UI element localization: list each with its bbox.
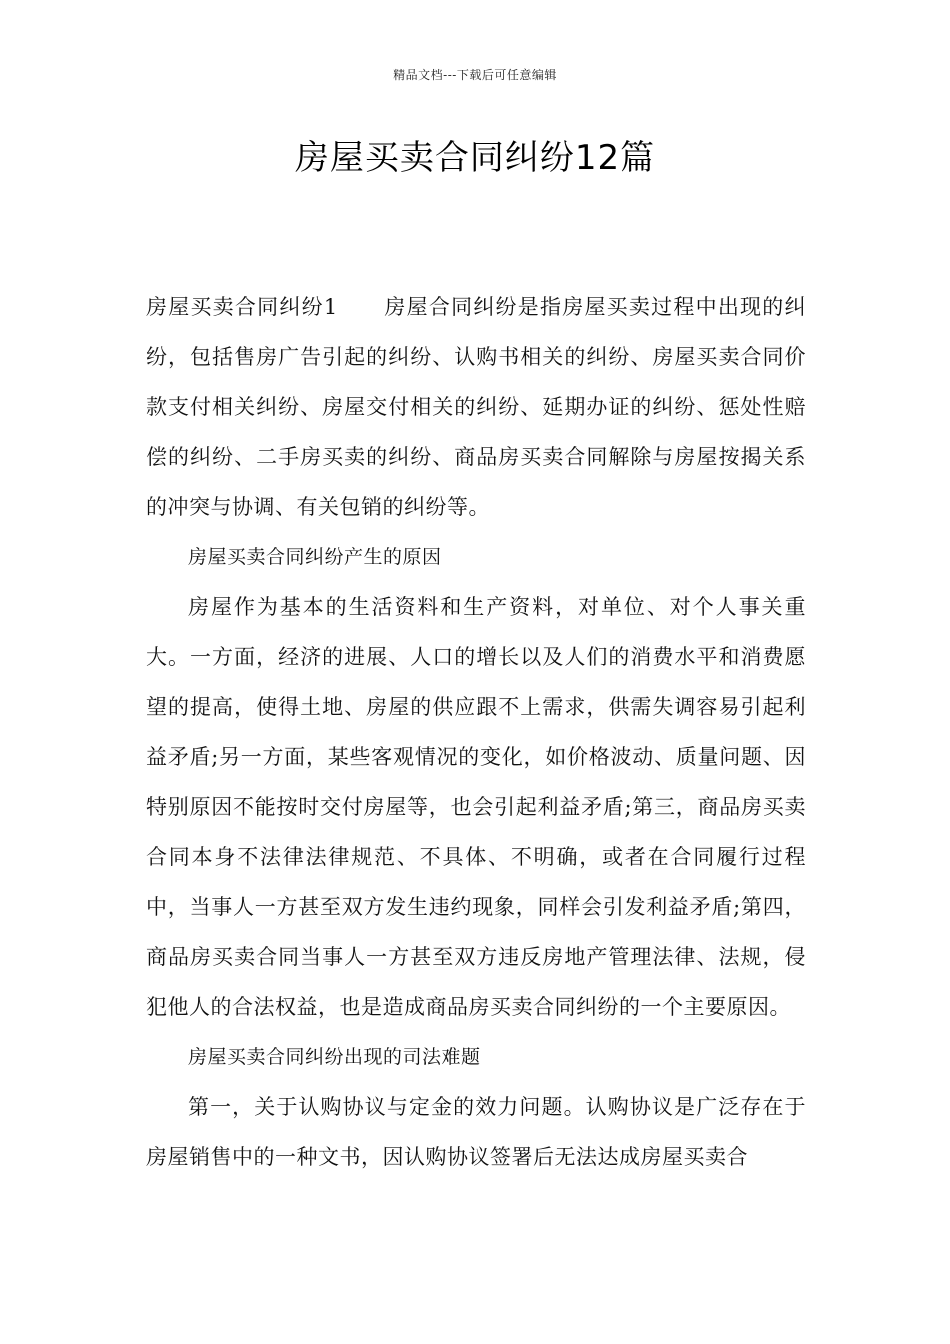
paragraph-2: 房屋作为基本的生活资料和生产资料，对单位、对个人事关重大。一方面，经济的进展、人口的增长以及人们的消费水平和消费愿望的提高，使得土地、房屋的供应跟不上需求，供需失调容易引起利益矛盾;另一方面，某些客观情况的变化，如价格波动、质量问题、因特别原因不能按时交付房屋等，也会引起利益矛盾;第三，商品房买卖合同本身不法律法律规范、不具体、不明确，或者在合同履行过程中，当事人一方甚至双方发生违约现象，同样会引发利益矛盾;第四，商品房买卖合同当事人一方甚至双方违反房地产管理法律、法规，侵犯他人的合法权益，也是造成商品房买卖合同纠纷的一个主要原因。 — [146, 595, 806, 1019]
header-note: 精品文档---下载后可任意编辑 — [393, 68, 557, 82]
section-heading-causes: 房屋买卖合同纠纷产生的原因 — [188, 546, 442, 568]
document-title: 房屋买卖合同纠纷12篇 — [294, 138, 656, 178]
paragraph-1-label: 房屋买卖合同纠纷1 — [146, 295, 338, 319]
section-heading-judicial-issues: 房屋买卖合同纠纷出现的司法难题 — [188, 1046, 481, 1068]
paragraph-1 — [146, 282, 806, 532]
document-body — [146, 282, 806, 1182]
paragraph-3: 第一，关于认购协议与定金的效力问题。认购协议是广泛存在于房屋销售中的一种文书，因认购协议签署后无法达成房屋买卖合 — [146, 1095, 806, 1169]
paragraph-1-text: 房屋合同纠纷是指房屋买卖过程中出现的纠纷，包括售房广告引起的纠纷、认购书相关的纠纷、房屋买卖合同价款支付相关纠纷、房屋交付相关的纠纷、延期办证的纠纷、惩处性赔偿的纠纷、二手房买卖的纠纷、商品房买卖合同解除与房屋按揭关系的冲突与协调、有关包销的纠纷等。 — [146, 295, 806, 519]
